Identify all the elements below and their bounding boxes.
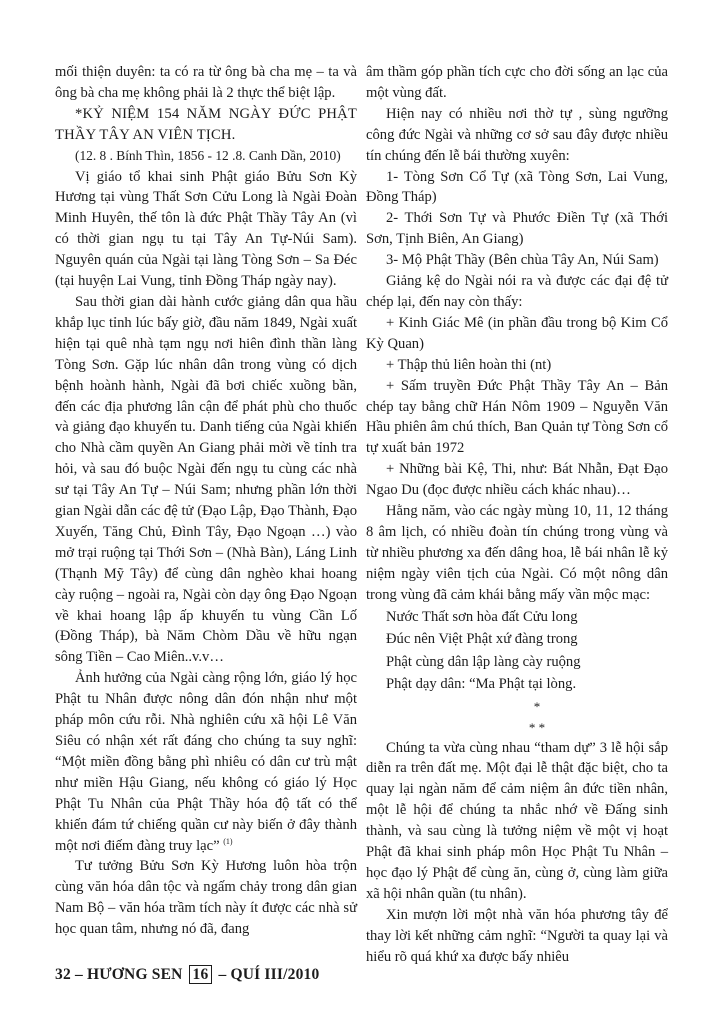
section-separator: * xyxy=(533,698,541,714)
verse-line: Nước Thất sơn hòa đất Cửu long xyxy=(386,608,578,625)
list-item: + Kinh Giác Mê (in phần đầu trong bộ Kim Cổ Kỳ Quan) xyxy=(366,314,668,352)
footer-issue-label: – QUÍ III/2010 xyxy=(218,965,320,983)
section-separator: * * xyxy=(528,719,546,735)
paragraph: mối thiện duyên: ta có ra từ ông bà cha mẹ – ta và ông bà cha mẹ không phải là 2 thực thể biệt lập. xyxy=(55,64,357,101)
paragraph: Sau thời gian dài hành cước giảng dân qua hầu khắp lục tỉnh lúc bấy giờ, đầu năm 1849, Ngài xuất hiện tại quê nhà tạm ngụ nơi hiên đình thần làng Tòng Sơn. Gặp lúc nhân dân trong vùng có dịch bệnh hoành hành, Ngài đã bơi chiếc xuồng bần, đến các địa phương lân cận để phát phù cho thuốc và giảng đạo khuyến tu. Danh tiếng của Ngài khiến cho Nhà cầm quyền An Giang phải mời về tỉnh tra hỏi, và sau đó buộc Ngài đến ngụ tu cùng các nhà sư tại Tây An Tự – Núi Sam; nhưng phần lớn thời gian Ngài dẫn các đệ tử (Đạo Lập, Đạo Thành, Đạo Xuyến, Tăng Chủ, Đình Tây, Đạo Ngoạn …) vào mở trại ruộng tại Thới Sơn – (Nhà Bàn), Láng Linh (Thạnh Mỹ Tây) để cùng dân nghèo khai hoang cày ruộng – ngoài ra, Ngài còn dạy ông Đạo Ngoạn về khai hoang lập ấp khuyến tu vùng Cần Lố (Đồng Tháp), bà Năm Chòm Dầu về hữu ngạn sông Tiền – Cao Miên..v.v… xyxy=(55,293,357,666)
list-item: + Thập thủ liên hoàn thi (nt) xyxy=(386,356,552,373)
list-item: 3- Mộ Phật Thầy (Bên chùa Tây An, Núi Sam) xyxy=(386,252,659,269)
paragraph: Hằng năm, vào các ngày mùng 10, 11, 12 tháng 8 âm lịch, có nhiều đoàn tín chúng trong vùng và từ nhiều phương xa đến dâng hoa, lễ bái nhân lễ kỷ niệm ngày viên tịch của Ngài. Có một nông dân trong vùng đã cảm khái bằng mấy vần mộc mạc: xyxy=(366,503,668,603)
paragraph: âm thầm góp phần tích cực cho đời sống an lạc của một vùng đất. xyxy=(366,64,668,101)
paragraph: Xin mượn lời một nhà văn hóa phương tây để thay lời kết những cảm nghĩ: “Người ta quay lại và hiểu rõ quá khứ xa được bấy nhiêu xyxy=(366,906,668,965)
paragraph: Chúng ta vừa cùng nhau “tham dự” 3 lễ hội sắp diễn ra trên đất mẹ. Một đại lễ thật đặc biệt, cho ta quay lại ngàn năm để cảm niệm ân đức tiền nhân, một lễ hội để chúng ta nhắc nhớ về Đấng sinh thành, và sau cùng là tưởng niệm về một vị hoạt Phật đã khai sinh pháp môn Học Phật Tu Nhân – học đạo lý Phật để cùng ăn, cùng ở, cùng làm giữa xã hội nhân quần (tu nhân). xyxy=(366,739,668,902)
list-item: 1- Tòng Sơn Cổ Tự (xã Tòng Sơn, Lai Vung, Đồng Tháp) xyxy=(366,168,668,206)
paragraph: Tư tưởng Bửu Sơn Kỳ Hương luôn hòa trộn cùng văn hóa dân tộc và ngấm chảy trong dân gian Nam Bộ – văn hóa trầm tích này ít được các nhà sử học quan tâm, nhưng nó đã, đang xyxy=(55,858,357,938)
paragraph: Giảng kệ do Ngài nói ra và được các đại đệ tử chép lại, đến nay còn thấy: xyxy=(366,273,668,310)
verse-line: Phật cùng dân lập làng cày ruộng xyxy=(386,653,581,670)
verse-line: Phật dạy dân: “Ma Phật tại lòng. xyxy=(386,676,577,693)
section-heading: *KỶ NIỆM 154 NĂM NGÀY ĐỨC PHẬT THẦY TÂY AN VIÊN TỊCH. xyxy=(55,105,357,143)
paragraph: Vị giáo tổ khai sinh Phật giáo Bửu Sơn Kỳ Hương tại vùng Thất Sơn Cửu Long là Ngài Đoàn Minh Huyên, thế tôn là đức Phật Thầy Tây An (vì có thời gian ngụ tu tại Tây An Tự-Núi Sam). Nguyên quán của Ngài tại làng Tòng Sơn – Sa Đéc (tại huyện Lai Vung, tỉnh Đồng Tháp ngày nay). xyxy=(55,168,357,290)
verse-line: Đúc nên Việt Phật xứ đàng trong xyxy=(386,631,578,648)
list-item: 2- Thới Sơn Tự và Phước Điền Tự (xã Thới Sơn, Tịnh Biên, An Giang) xyxy=(366,210,668,248)
issue-number-box: 16 xyxy=(189,965,213,984)
footnote-marker: (1) xyxy=(223,836,233,846)
list-item: + Những bài Kệ, Thi, như: Bát Nhẫn, Đạt Đạo Ngao Du (đọc được nhiều cách khác nhau)… xyxy=(366,461,668,499)
paragraph: Hiện nay có nhiều nơi thờ tự , sùng ngưỡng công đức Ngài và những cơ sở sau đây được nhiều tín chúng đến lễ bái thường xuyên: xyxy=(366,105,668,164)
paragraph-text: Ảnh hưởng của Ngài càng rộng lớn, giáo lý học Phật tu Nhân được nông dân đón nhận như một pháp môn cứu rỗi. Nhà nghiên cứu xã hội Lê Văn Siêu có nhận xét rất đáng cho chúng ta suy nghĩ: “Một miền đồng bằng phì nhiêu có dân cư trù mật như miền Hậu Giang, nếu không có giáo lý Học Phật Tu Nhân của Phật Thầy hóa độ tất có thể khiến đám tứ chiếng quần cư này biến ở đây thành một nơi điếm đàng truy lạc” xyxy=(55,670,357,854)
section-dates: (12. 8 . Bính Thìn, 1856 - 12 .8. Canh Dần, 2010) xyxy=(75,147,341,163)
list-item: + Sấm truyền Đức Phật Thầy Tây An – Bản chép tay bằng chữ Hán Nôm 1909 – Nguyễn Văn Hầu phiên âm chú thích, Ban Quản tự Tòng Sơn cổ tự xuất bản 1972 xyxy=(366,377,668,457)
footer-page-label: 32 – HƯƠNG SEN xyxy=(55,965,183,983)
right-column xyxy=(366,62,668,968)
page-footer xyxy=(55,965,357,984)
paragraph xyxy=(55,668,357,856)
left-column xyxy=(55,62,357,940)
